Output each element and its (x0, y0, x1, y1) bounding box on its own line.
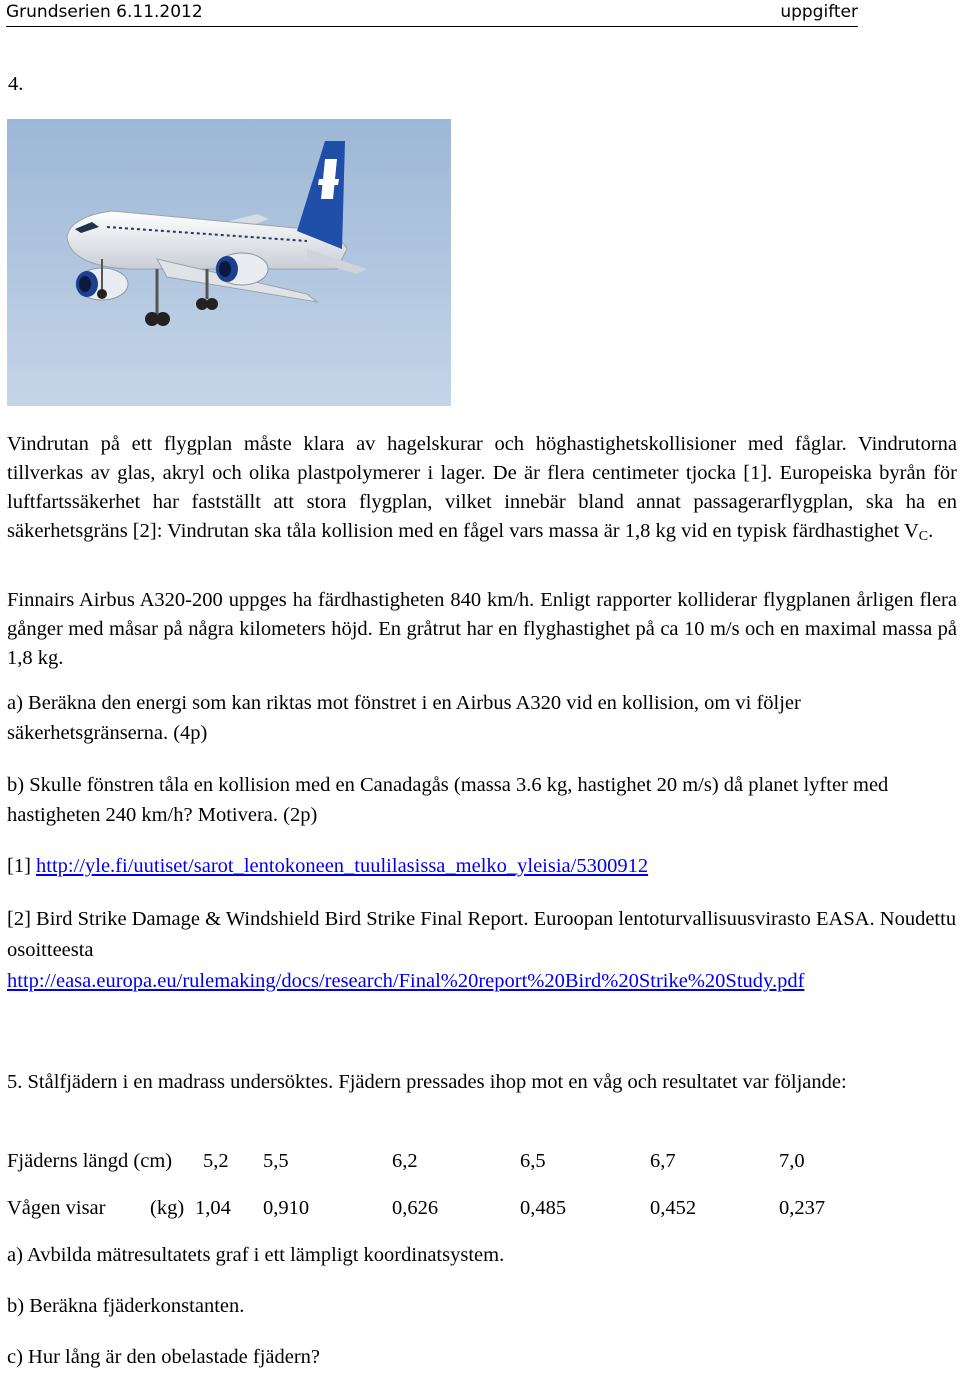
q4-intro-paragraph: Vindrutan på ett flygplan måste klara av hagelskurar och höghastighetskollisioner med fåglar. Vindrutorna tillverkas av glas, akryl och olika plastpolymerer i lager. De är flera centimeter tjocka [1]. Europeiska byrån för luftfartssäkerhet har fastställt att stora flygplan, vilket innebär bland annat passagerarflygplan, ska ha en säkerhetsgräns [2]: Vindrutan ska tåla kollision med en fågel vars massa är 1,8 kg vid en typisk färdhastighet $V_C$. (7, 433, 957, 544)
table-row-scale (7, 1194, 907, 1223)
header-section: uppgifter (780, 2, 858, 22)
q5-part-a: a) Avbilda mätresultatets graf i ett lämpligt koordinatsystem. (7, 1244, 505, 1266)
table-cell: 0,452 (650, 1197, 697, 1219)
q4-context-paragraph: Finnairs Airbus A320-200 uppges ha färdhastigheten 840 km/h. Enligt rapporter kolliderar flygplanen årligen flera gånger med måsar på några kilometers höjd. En gråtrut har en flyghastighet på ca 10 m/s och en maximal massa på 1,8 kg. (7, 589, 957, 669)
table-cell: 5,5 (263, 1150, 289, 1172)
table-cell: 6,5 (520, 1150, 546, 1172)
row-label-length: Fjäderns längd (cm) (7, 1150, 173, 1172)
table-row-length (7, 1147, 907, 1176)
q4-part-b: b) Skulle fönstren tåla en kollision med en Canadagås (massa 3.6 kg, hastighet 20 m/s) då planet lyfter med hastigheten 240 km/h? Motivera. (2p) (7, 774, 889, 826)
table-cell: 6,2 (392, 1150, 418, 1172)
airplane-photo (7, 119, 451, 406)
q5-part-b: b) Beräkna fjäderkonstanten. (7, 1295, 245, 1317)
table-cell: 0,237 (779, 1197, 826, 1219)
row-label-unit: (kg) (150, 1197, 185, 1219)
q5-intro: 5. Stålfjädern i en madrass undersöktes. Fjädern pressades ihop mot en våg och resultatet var följande: (7, 1071, 847, 1093)
reference-2: [2] Bird Strike Damage & Windshield Bird Strike Final Report. Euroopan lentoturvallisuusvirasto EASA. Noudettu osoitteesta http://easa.europa.eu/rulemaking/docs/research/Final%20report%20Bird%20Strike%20Study.pdf (7, 908, 957, 992)
table-cell: 6,7 (650, 1150, 676, 1172)
table-cell: 0,910 (263, 1197, 310, 1219)
q4-part-a: a) Beräkna den energi som kan riktas mot fönstret i en Airbus A320 vid en kollision, om vi följer säkerhetsgränserna. (4p) (7, 692, 801, 744)
table-cell: 0,485 (520, 1197, 567, 1219)
table-cell: 5,2 (203, 1150, 229, 1172)
table-cell: 1,04 (195, 1197, 231, 1219)
question-number: 4. (8, 73, 24, 95)
table-cell: 0,626 (392, 1197, 439, 1219)
row-label-scale: Vågen visar (7, 1197, 106, 1219)
airplane-image (7, 119, 451, 406)
q5-part-c: c) Hur lång är den obelastade fjädern? (7, 1346, 321, 1368)
reference-1: [1] http://yle.fi/uutiset/sarot_lentokoneen_tuulilasissa_melko_yleisia/5300912 (7, 855, 649, 877)
page-header (6, 0, 858, 27)
reference-2-link[interactable]: http://easa.europa.eu/rulemaking/docs/research/Final%20report%20Bird%20Strike%20Study.pdf (7, 970, 805, 992)
table-cell: 7,0 (779, 1150, 805, 1172)
header-title: Grundserien 6.11.2012 (6, 2, 203, 22)
reference-1-link[interactable]: http://yle.fi/uutiset/sarot_lentokoneen_tuulilasissa_melko_yleisia/5300912 (36, 855, 649, 877)
